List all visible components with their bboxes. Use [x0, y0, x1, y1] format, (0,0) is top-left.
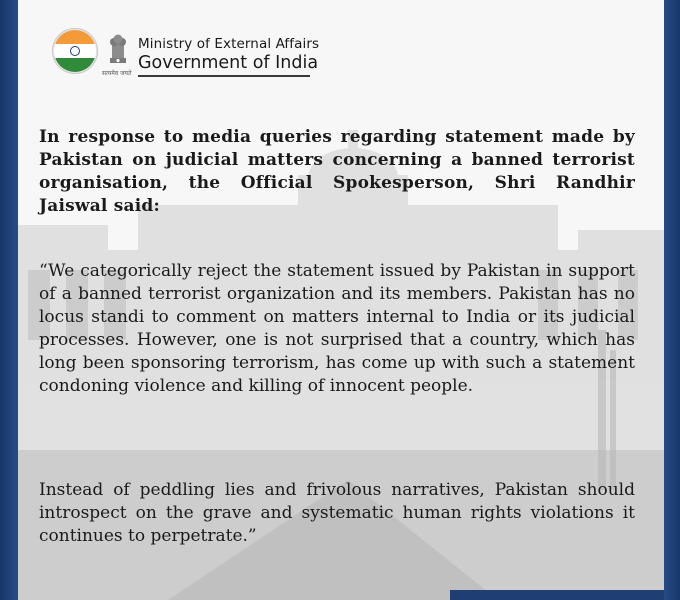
press-statement-card	[18, 0, 664, 600]
statement-intro: In response to media queries regarding statement made by Pakistan on judicial matters concerning a banned terrorist organisation, the Official Spokesperson, Shri Randhir Jaiswal said:	[39, 127, 635, 216]
india-flag-icon	[52, 28, 98, 74]
statement-quote-paragraph-1: “We categorically reject the statement issued by Pakistan in support of a banned terrorist organization and its members. Pakistan has no locus standi to comment on matters internal to India or its judicial processes. However, one is not surprised that a country, which has long been sponsoring terrorism, has come up with such a statement condoning violence and killing of innocent people.	[39, 261, 635, 396]
ministry-header	[52, 28, 132, 74]
statement-quote-paragraph-2: Instead of peddling lies and frivolous narratives, Pakistan should introspect on the grave and systematic human rights violations it continues to perpetrate.”	[39, 480, 635, 546]
left-frame	[0, 0, 18, 600]
ministry-title-block	[138, 36, 319, 77]
footer-bar	[450, 590, 664, 600]
government-name: Government of India	[138, 53, 319, 73]
emblem-motto: सत्यमेव जयते	[102, 70, 132, 77]
right-frame	[664, 0, 680, 600]
ministry-name: Ministry of External Affairs	[138, 36, 320, 52]
national-emblem-icon	[104, 32, 132, 70]
title-underline	[138, 75, 310, 77]
